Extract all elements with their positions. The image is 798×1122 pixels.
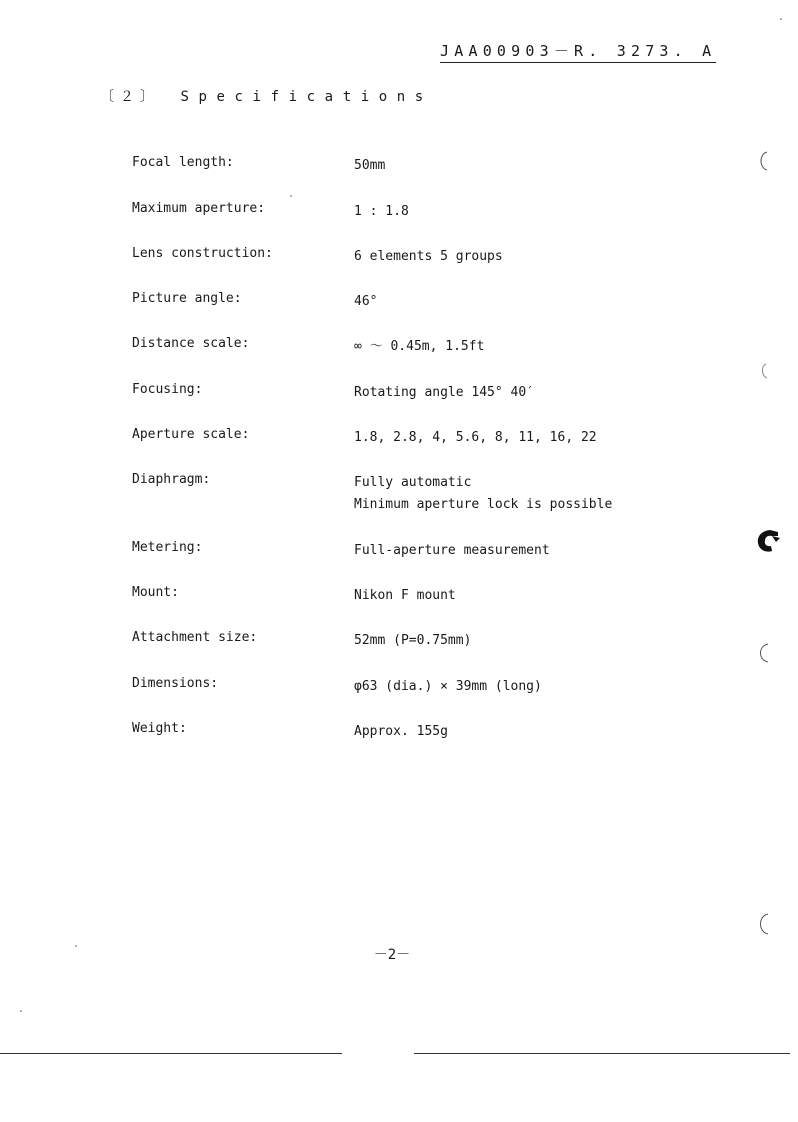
spec-value: Approx. 155g xyxy=(354,724,448,739)
section-heading xyxy=(100,86,433,106)
spec-label: Picture angle: xyxy=(132,291,242,306)
spec-label: Maximum aperture: xyxy=(132,201,266,216)
section-number: 〔２〕 xyxy=(100,89,160,105)
spec-label: Diaphragm: xyxy=(132,472,211,487)
scan-speck xyxy=(75,945,77,947)
spec-label: Mount: xyxy=(132,585,179,600)
binder-hole-mark xyxy=(755,912,773,934)
spec-value: 1.8, 2.8, 4, 5.6, 8, 11, 16, 22 xyxy=(354,430,597,445)
binder-hole-mark xyxy=(755,642,773,664)
spec-value: 1 : 1.8 xyxy=(354,204,409,219)
spec-value: 46° xyxy=(354,294,378,309)
binder-hole-mark xyxy=(755,360,773,382)
spec-label: Weight: xyxy=(132,721,187,736)
spec-label: Lens construction: xyxy=(132,246,273,261)
spec-label: Aperture scale: xyxy=(132,427,250,442)
page-number: －2－ xyxy=(373,947,411,963)
section-title: Specifications xyxy=(180,89,433,105)
document-code: JAA00903－R. 3273. A xyxy=(440,40,716,63)
spec-value: Full-aperture measurement xyxy=(354,543,550,558)
spec-value: 52mm (P=0.75mm) xyxy=(354,633,472,648)
spec-label: Focal length: xyxy=(132,155,234,170)
spec-value: ∞ ～ 0.45m, 1.5ft xyxy=(354,339,485,354)
spec-label: Attachment size: xyxy=(132,630,258,645)
scan-speck xyxy=(780,18,782,20)
spec-value: Fully automatic Minimum aperture lock is possible xyxy=(354,475,613,512)
spec-label: Distance scale: xyxy=(132,336,250,351)
spec-label: Dimensions: xyxy=(132,676,219,691)
spec-value: Rotating angle 145° 40′ xyxy=(354,385,535,400)
scan-speck xyxy=(290,195,292,197)
index-tab-mark xyxy=(756,528,782,558)
bottom-rule-right xyxy=(414,1053,790,1054)
spec-label: Metering: xyxy=(132,540,203,555)
spec-value: φ63 (dia.) × 39mm (long) xyxy=(354,679,542,694)
spec-value: Nikon F mount xyxy=(354,588,456,603)
bottom-rule-left xyxy=(0,1053,342,1054)
binder-hole-mark xyxy=(755,150,773,172)
spec-value: 6 elements 5 groups xyxy=(354,249,503,264)
spec-value: 50mm xyxy=(354,158,386,173)
scan-speck xyxy=(20,1010,22,1012)
spec-label: Focusing: xyxy=(132,382,203,397)
